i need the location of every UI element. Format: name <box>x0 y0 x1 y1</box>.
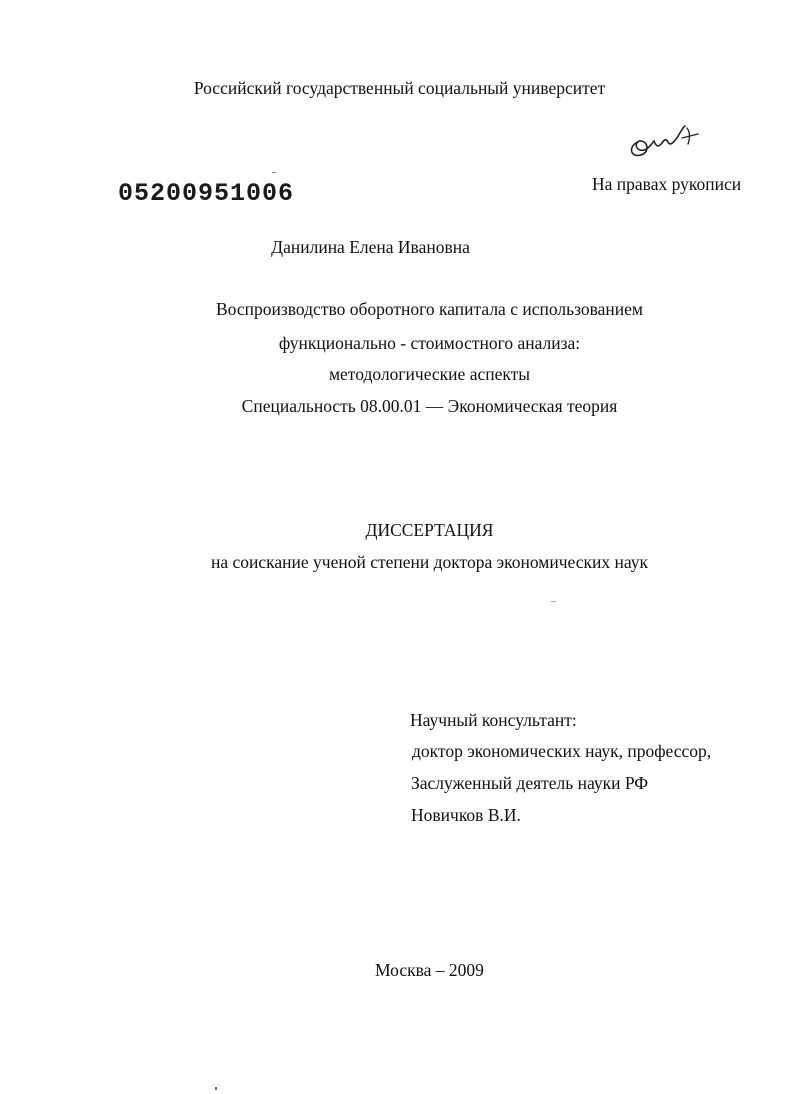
advisor-degree: доктор экономических наук, профессор, <box>412 741 712 761</box>
author-name: Данилина Елена Ивановна <box>271 237 470 257</box>
handwritten-signature-icon <box>624 118 704 162</box>
university-name: Российский государственный социальный университет <box>193 78 606 98</box>
title-line-3: методологические аспекты <box>328 364 531 384</box>
title-line-2: функционально - стоимостного анализа: <box>278 333 581 353</box>
degree-subtitle: на соискание ученой степени доктора экономических наук <box>211 552 648 572</box>
specialty: Специальность 08.00.01 — Экономическая теория <box>241 396 618 416</box>
rights-note: На правах рукописи <box>592 174 742 194</box>
degree-heading: ДИССЕРТАЦИЯ <box>365 520 494 540</box>
document-number: 05200951006 <box>118 179 295 208</box>
advisor-name: Новичков В.И. <box>411 805 521 825</box>
title-line-1: Воспроизводство оборотного капитала с использованием <box>215 299 643 319</box>
advisor-label: Научный консультант: <box>410 710 577 730</box>
advisor-honor: Заслуженный деятель науки РФ <box>411 773 649 793</box>
city-year: Москва – 2009 <box>375 960 484 980</box>
